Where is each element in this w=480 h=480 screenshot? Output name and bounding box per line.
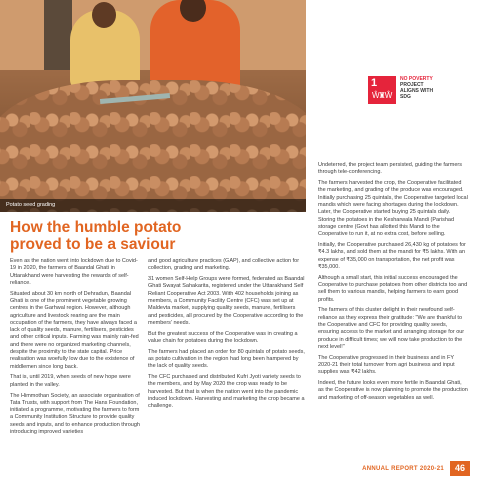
sdg-label: PROJECT ALIGNS WITH SDG bbox=[400, 82, 434, 100]
paragraph: Even as the nation went into lockdown due to Covid-19 in 2020, the farmers of Baandal Ghati in Uttarakhand were harvesting the rewards of self-reliance. bbox=[10, 258, 138, 286]
paragraph: But the greatest success of the Cooperative was in creating a value chain for potatoes during the lockdown. bbox=[148, 330, 298, 344]
paragraph: 31 women Self-Help Groups were formed, federated as Baandal Ghati Swayat Sahakarita, registered under the Uttarakhand Self Reliant Cooperative Act 2003. With 402 households joining as members, a Community Facility Centre (CFC) was set up at Maldevta market, supplying quality seeds, manure, fertilisers and pesticides, all procured by the Cooperative according to the members' needs. bbox=[148, 276, 305, 326]
article-column-1 bbox=[10, 258, 142, 440]
paragraph: Although a small start, this initial success encouraged the Cooperative to purchase potatoes from other districts too and sell them to various mandis, helping farmers to earn good profits. bbox=[318, 274, 468, 303]
sdg-text bbox=[400, 76, 440, 100]
sdg-goal: NO POVERTY bbox=[400, 76, 433, 82]
photo-doorway bbox=[44, 0, 72, 70]
article-column-3 bbox=[318, 162, 468, 405]
sdg-no-poverty-icon bbox=[368, 76, 396, 104]
page-number: 46 bbox=[450, 461, 470, 476]
photo-farmer-yellow bbox=[70, 10, 140, 90]
potato-grading-photo bbox=[0, 0, 306, 212]
paragraph: Indeed, the future looks even more fertile in Baandal Ghati, as the Cooperative is now planning to promote the production and marketing of off-season vegetables as well. bbox=[318, 380, 468, 401]
paragraph: Situated about 30 km north of Dehradun, Baandal Ghati is one of the prominent vegetable growing centres in the Garhwal region. However, although agriculture and livestock rearing are the main occupation of the farmers, they have always faced a lack of quality seeds, manure, fertilisers, pesticides and other critical inputs. Farming was mainly rain-fed and there were no organized marketing channels, despite the proximity to the state capital. Price realisation was woefully low due to the existence of middlemen since long back. bbox=[10, 290, 139, 370]
sdg-family-glyph: Ŵ♜Ŵ bbox=[372, 91, 392, 100]
paragraph: The Himmothan Society, an associate organisation of Tata Trusts, with support from The Hans Foundation, initiated a programme, motivating the farmers to form a Community Institution Structure to provide quality seeds and inputs, and to enhance production through introducing improved varieties bbox=[10, 392, 140, 436]
paragraph: The farmers of this cluster delight in their newfound self-reliance as they express their gratitude: "We are thankful to the Cooperative and CFC for providing quality seeds, ensuring access to the market and arranging storage for our produce in difficult times; we will now take production to the next level!" bbox=[318, 307, 465, 350]
paragraph: Initially, the Cooperative purchased 26,430 kg of potatoes for ₹4.3 lakhs, and sold them at the mandi for ₹5 lakhs. With an expense of ₹35,000 on transportation, the net profit was ₹35,000. bbox=[318, 241, 466, 270]
footer-report-label: ANNUAL REPORT 2020-21 bbox=[362, 465, 444, 472]
paragraph: The farmers had placed an order for 80 quintals of potato seeds, as potato cultivation in the region had long been hampered by the lack of quality seeds. bbox=[148, 348, 305, 370]
photo-potato-pile bbox=[0, 80, 306, 212]
paragraph: and good agriculture practices (GAP), and collective action for collection, grading and marketing. bbox=[148, 258, 300, 272]
sdg-number: 1 bbox=[371, 77, 378, 89]
sdg-badge bbox=[368, 76, 440, 104]
article-headline: How the humble potato proved to be a saviour bbox=[10, 219, 182, 253]
paragraph: That is, until 2019, when seeds of new hope were planted in the valley. bbox=[10, 374, 131, 388]
article-column-2 bbox=[148, 258, 306, 414]
paragraph: Undeterred, the project team persisted, guiding the farmers through tele-conferencing. bbox=[318, 162, 462, 176]
paragraph: The Cooperative progressed in their business and in FY 2020-21 their total turnover from agri business and input supplies was ₹42 lakhs. bbox=[318, 354, 455, 376]
page-footer bbox=[362, 461, 470, 476]
paragraph: The CFC purchased and distributed Kufri Jyoti variety seeds to the members, and by May 2020 the crop was ready to be harvested. But that is when the nation went into the pandemic induced lockdown. Harvesting and marketing the crop became a challenge. bbox=[148, 374, 305, 410]
photo-caption: Potato seed grading bbox=[0, 199, 306, 212]
paragraph: The farmers harvested the crop, the Cooperative facilitated the marketing, and grading of the produce was encouraged. Initially purchasing 25 quintals, the Cooperative targeted local mandis which were facing shortages during the lockdown. Later, the Cooperative started buying 25 quintals daily. Storing the potatoes in the Kesharwala Mandi (Parishad storage centre (Govt has allotted this Mandi to the Cooperative to run it, at no extra cost, before selling. bbox=[318, 180, 468, 238]
